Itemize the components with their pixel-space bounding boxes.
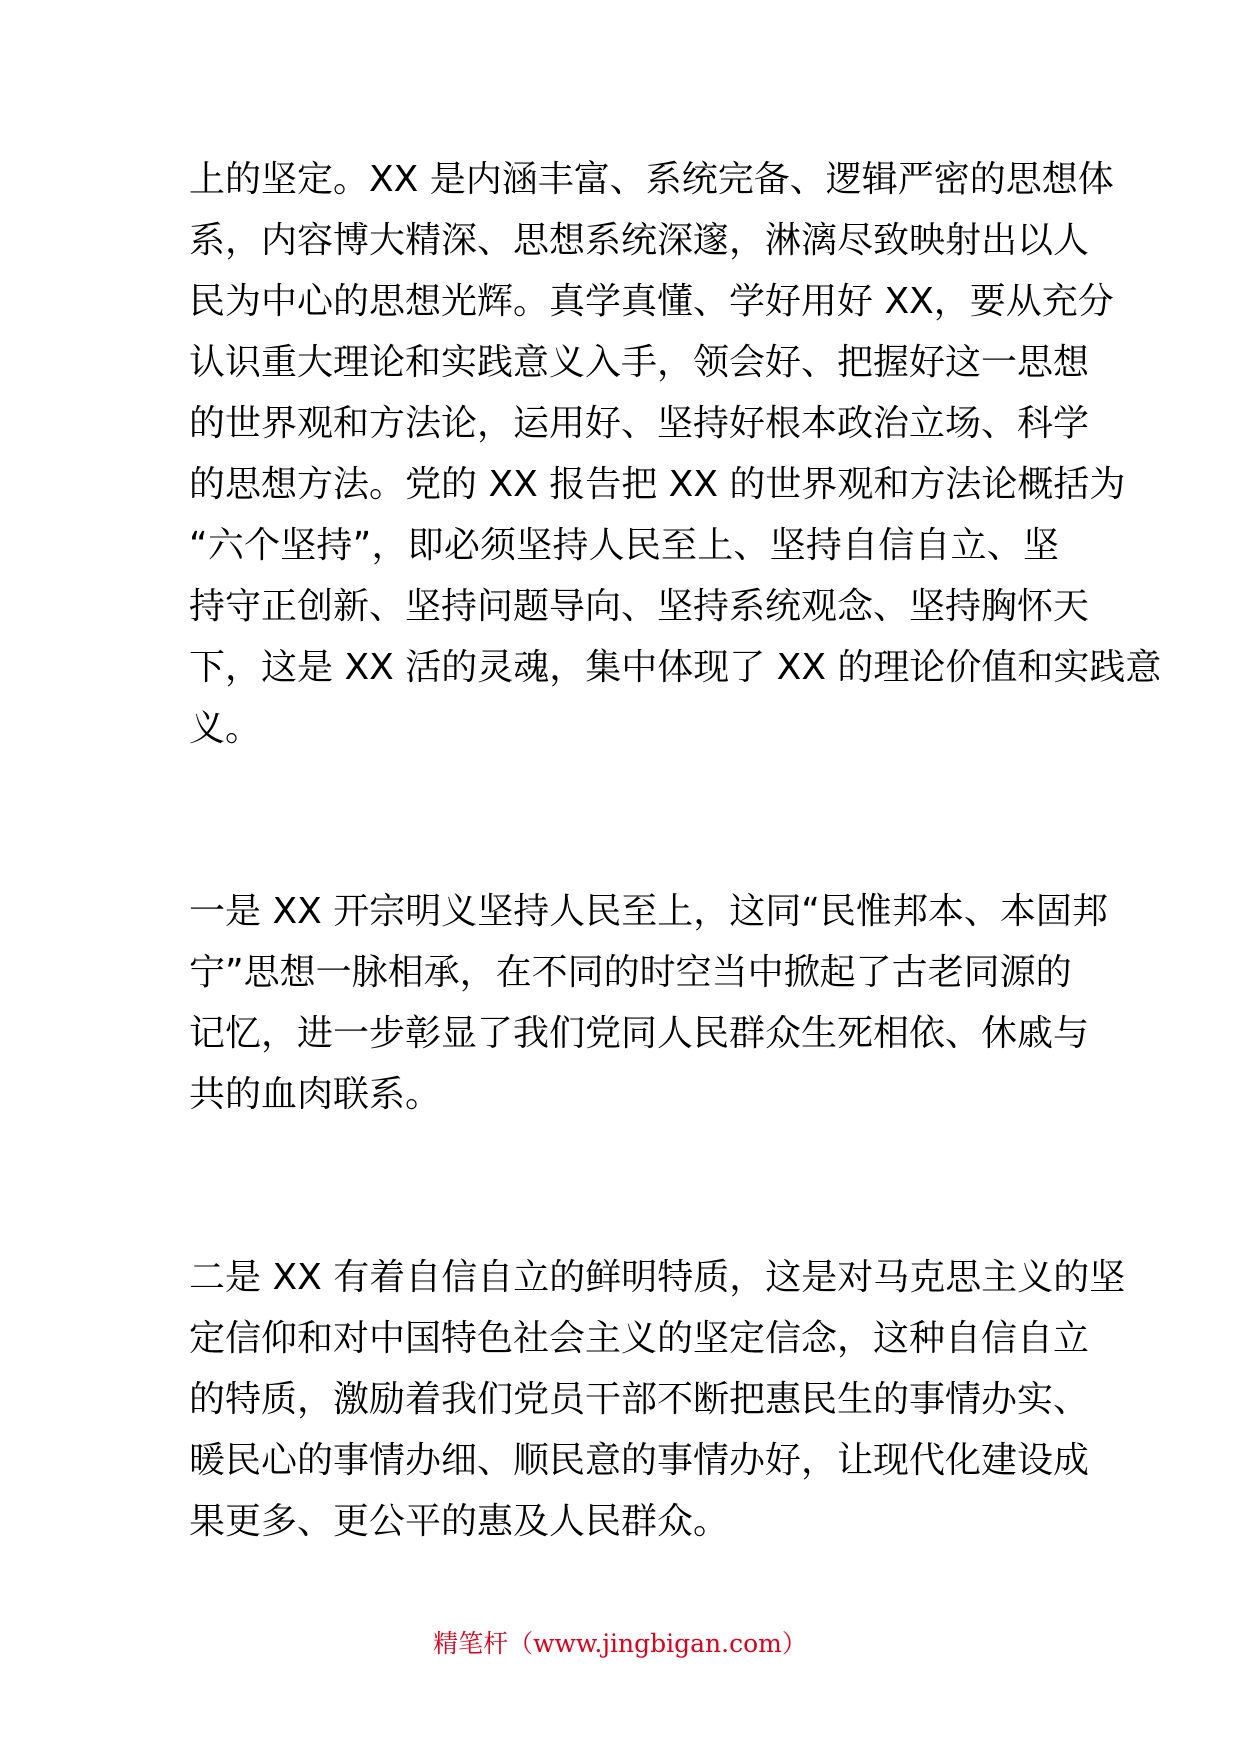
text-line: 暖民心的事情办细、顺民意的事情办好，让现代化建设成 (189, 1440, 1090, 1481)
text-line: 义。 (189, 708, 262, 749)
text-line: 共的血肉联系。 (189, 1074, 442, 1115)
text-line: “六个坚持”，即必须坚持人民至上、坚持自信自立、坚 (189, 525, 1059, 566)
text-line: 一是 XX 开宗明义坚持人民至上，这同“民惟邦本、本固邦 (189, 891, 1108, 932)
text-line: 民为中心的思想光辉。真学真懂、学好用好 XX，要从充分 (189, 281, 1114, 322)
text-line: 的特质，激励着我们党员干部不断把惠民生的事情办实、 (189, 1379, 1090, 1420)
text-line: 系，内容博大精深、思想系统深邃，淋漓尽致映射出以人 (189, 220, 1090, 261)
text-line: 宁”思想一脉相承，在不同的时空当中掀起了古老同源的 (189, 952, 1072, 993)
text-line: 果更多、更公平的惠及人民群众。 (189, 1501, 730, 1542)
footer-site-text: 精笔杆（www.jingbigan.com） (433, 1629, 807, 1658)
text-line: 的世界观和方法论，运用好、坚持好根本政治立场、科学 (189, 403, 1090, 444)
text-line: 下，这是 XX 活的灵魂，集中体现了 XX 的理论价值和实践意 (189, 647, 1162, 688)
text-line: 的思想方法。党的 XX 报告把 XX 的世界观和方法论概括为 (189, 464, 1126, 505)
text-line: 持守正创新、坚持问题导向、坚持系统观念、坚持胸怀天 (189, 586, 1090, 627)
text-line: 二是 XX 有着自信自立的鲜明特质，这是对马克思主义的坚 (189, 1257, 1126, 1298)
text-line: 上的坚定。XX 是内涵丰富、系统完备、逻辑严密的思想体 (189, 159, 1114, 200)
text-line: 记忆，进一步彰显了我们党同人民群众生死相依、休戚与 (189, 1013, 1090, 1054)
text-line: 认识重大理论和实践意义入手，领会好、把握好这一思想 (189, 342, 1090, 383)
text-line: 定信仰和对中国特色社会主义的坚定信念，这种自信自立 (189, 1318, 1090, 1359)
